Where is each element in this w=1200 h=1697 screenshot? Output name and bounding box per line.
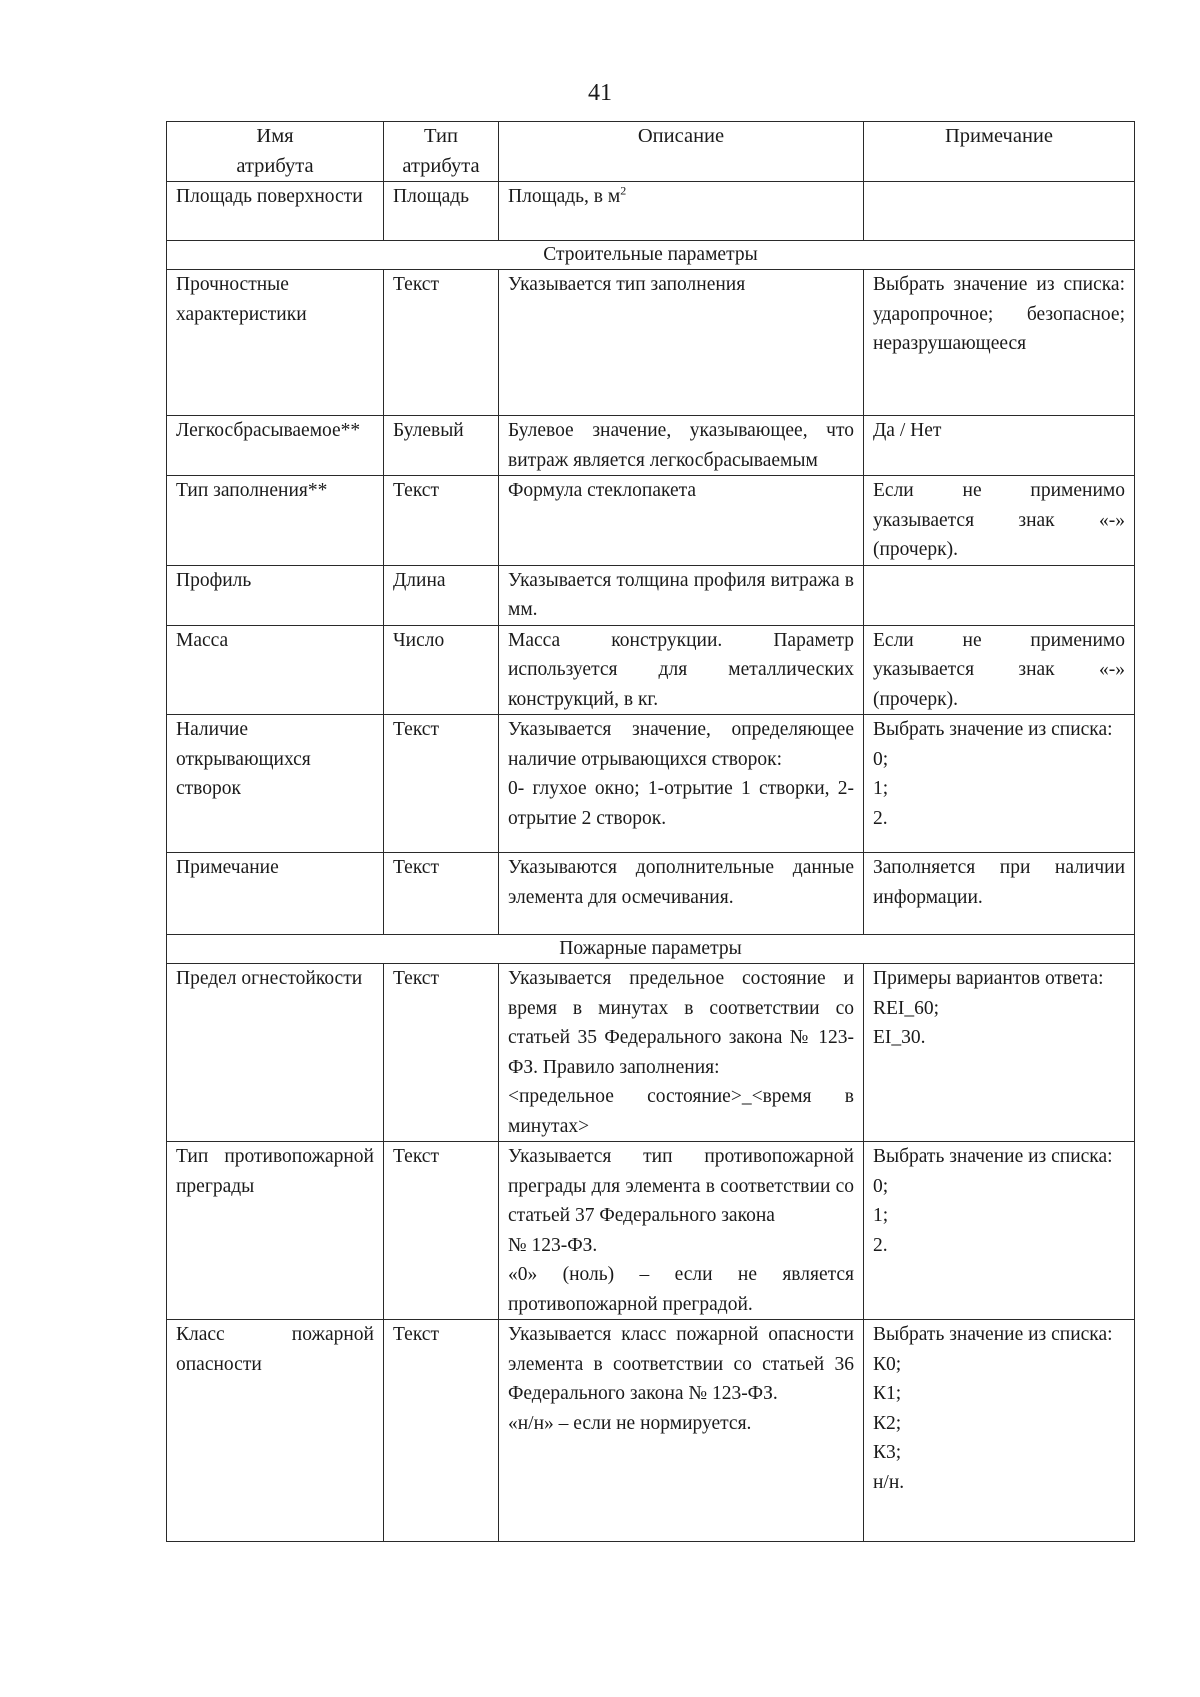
- cell-attribute-type: Булевый: [384, 416, 499, 476]
- cell-description: [499, 853, 864, 935]
- section-title-construction: Строительные параметры: [167, 241, 1135, 270]
- note-line: К0;: [873, 1353, 902, 1375]
- note-line: 0;: [873, 748, 889, 770]
- note-line: Примеры вариантов ответа:: [873, 968, 1104, 989]
- description-line: Формула стеклопакета: [508, 480, 697, 501]
- attribute-table: [166, 121, 1135, 1542]
- cell-attribute-name: Тип заполнения**: [167, 476, 384, 566]
- cell-note: [864, 625, 1135, 715]
- note-line: Выбрать значение из списка: ударопрочное; безопасное; неразрушающееся: [873, 274, 1125, 354]
- cell-attribute-name: Примечание: [167, 853, 384, 935]
- cell-attribute-type: Текст: [384, 1320, 499, 1542]
- note-line: Выбрать значение из списка:: [873, 719, 1113, 740]
- cell-note: [864, 1142, 1135, 1320]
- table-row: [167, 1142, 1135, 1320]
- table-row: [167, 715, 1135, 853]
- cell-attribute-name: Класс пожарной опасности: [167, 1320, 384, 1542]
- description-line: Указывается класс пожарной опасности элемента в соответствии со статьей 36 Федерального закона № 123-ФЗ.: [508, 1324, 854, 1404]
- description-line: № 123-ФЗ.: [508, 1234, 598, 1256]
- header-attribute-name: Имя атрибута: [167, 122, 384, 182]
- cell-description: [499, 270, 864, 416]
- fire-parameters: [167, 964, 1135, 1542]
- description-line: Указывается тип заполнения: [508, 274, 746, 295]
- cell-attribute-type: Текст: [384, 270, 499, 416]
- cell-attribute-name: Профиль: [167, 565, 384, 625]
- cell-attribute-name: Легкосбрасываемое**: [167, 416, 384, 476]
- description-line: «0» (ноль) – если не является противопожарной преградой.: [508, 1264, 854, 1315]
- note-line: К1;: [873, 1383, 902, 1404]
- cell-note: [864, 182, 1135, 241]
- table-row: [167, 476, 1135, 566]
- cell-description: [499, 1142, 864, 1320]
- note-line: К3;: [873, 1442, 902, 1463]
- note-line: 2.: [873, 1234, 888, 1256]
- cell-note: [864, 964, 1135, 1142]
- description-line: «н/н» – если не нормируется.: [508, 1412, 752, 1434]
- table-header-row: [167, 122, 1135, 182]
- cell-note: [864, 853, 1135, 935]
- description-line: Масса конструкции. Параметр используется для металлических конструкций, в кг.: [508, 629, 854, 710]
- cell-attribute-type: Текст: [384, 715, 499, 853]
- table-row: [167, 565, 1135, 625]
- cell-attribute-type: Текст: [384, 1142, 499, 1320]
- note-line: 1;: [873, 1205, 889, 1226]
- description-line: Указывается тип противопожарной преграды для элемента в соответствии со статьей 37 Федерального закона: [508, 1146, 854, 1226]
- cell-description: [499, 476, 864, 566]
- description-line: Указывается значение, определяющее наличие отрывающихся створок:: [508, 719, 854, 770]
- cell-description: [499, 1320, 864, 1542]
- table-row: [167, 182, 1135, 241]
- header-attribute-type: Тип атрибута: [384, 122, 499, 182]
- cell-description: Площадь, в $м^2$: [499, 182, 864, 241]
- page-number: 41: [588, 80, 612, 106]
- table-row: [167, 270, 1135, 416]
- construction-parameters: [167, 270, 1135, 935]
- cell-description: [499, 416, 864, 476]
- cell-attribute-name: Площадь поверхности: [167, 182, 384, 241]
- cell-attribute-type: Текст: [384, 853, 499, 935]
- note-line: н/н.: [873, 1471, 905, 1493]
- description-line: 0- глухое окно; 1-отрытие 1 створки, 2-отрытие 2 створок.: [508, 778, 854, 829]
- section-title-fire: Пожарные параметры: [167, 935, 1135, 964]
- cell-attribute-name: Наличие открывающихся створок: [167, 715, 384, 853]
- header-note: Примечание: [864, 122, 1135, 182]
- table-row: [167, 964, 1135, 1142]
- cell-attribute-name: Прочностные характеристики: [167, 270, 384, 416]
- description-line: Указываются дополнительные данные элемента для осмечивания.: [508, 857, 854, 908]
- note-line: REI_60;: [873, 997, 940, 1019]
- cell-attribute-name: Масса: [167, 625, 384, 715]
- note-line: Если не применимо указывается знак «-» (прочерк).: [873, 480, 1125, 560]
- superscript: 2: [620, 183, 627, 198]
- note-line: 2.: [873, 807, 888, 829]
- note-line: Заполняется при наличии информации.: [873, 857, 1125, 908]
- cell-attribute-type: Текст: [384, 476, 499, 566]
- cell-description: [499, 625, 864, 715]
- note-line: Выбрать значение из списка:: [873, 1146, 1113, 1167]
- description-line: Указывается толщина профиля витража в мм.: [508, 569, 854, 620]
- table-row: [167, 625, 1135, 715]
- cell-attribute-type: Текст: [384, 964, 499, 1142]
- cell-attribute-type: Площадь: [384, 182, 499, 241]
- note-line: Да / Нет: [873, 420, 942, 441]
- cell-note: [864, 270, 1135, 416]
- note-line: Если не применимо указывается знак «-» (прочерк).: [873, 629, 1125, 710]
- cell-note: [864, 476, 1135, 566]
- description-line: Указывается предельное состояние и время в минутах в соответствии со статьей 35 Федерального закона № 123-ФЗ. Правило заполнения:: [508, 968, 854, 1078]
- table-row: [167, 853, 1135, 935]
- header-description: Описание: [499, 122, 864, 182]
- note-line: К2;: [873, 1412, 902, 1434]
- cell-attribute-type: Длина: [384, 565, 499, 625]
- cell-note: [864, 565, 1135, 625]
- table-row: [167, 416, 1135, 476]
- note-line: EI_30.: [873, 1027, 926, 1048]
- note-line: Выбрать значение из списка:: [873, 1324, 1113, 1345]
- cell-description: [499, 715, 864, 853]
- cell-attribute-name: Тип противопожарной преграды: [167, 1142, 384, 1320]
- note-line: 1;: [873, 778, 889, 799]
- cell-attribute-type: Число: [384, 625, 499, 715]
- cell-note: [864, 1320, 1135, 1542]
- section-row: [167, 241, 1135, 270]
- cell-note: [864, 416, 1135, 476]
- cell-note: [864, 715, 1135, 853]
- description-line: Булевое значение, указывающее, что витраж является легкосбрасываемым: [508, 420, 854, 471]
- table-row: [167, 1320, 1135, 1542]
- note-line: 0;: [873, 1175, 889, 1197]
- cell-description: [499, 964, 864, 1142]
- cell-attribute-name: Предел огнестойкости: [167, 964, 384, 1142]
- section-row: [167, 935, 1135, 964]
- description-line: <предельное состояние>_<время в минутах>: [508, 1086, 854, 1137]
- cell-description: [499, 565, 864, 625]
